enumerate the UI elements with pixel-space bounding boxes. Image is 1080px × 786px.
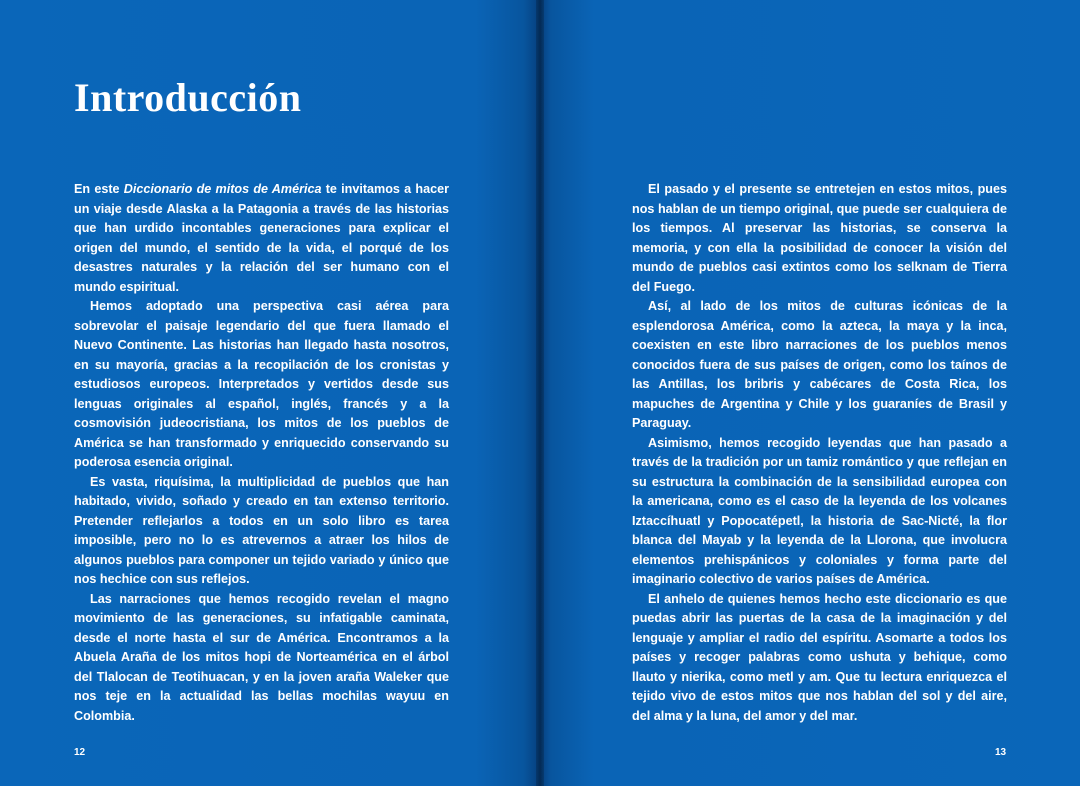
left-paragraph-3: Es vasta, riquísima, la multiplicidad de pueblos que han habitado, vivido, soñado y creado en tan extenso territorio. Pretender reflejarlos a todos en un solo libro es tarea imposible, pero no lo es atrevernos a atraer los hilos de algunos pueblos para componer un tejido variado y único que nos hechice con sus reflejos. [74,474,449,586]
right-text-column [632,180,1007,726]
left-paragraph-2: Hemos adoptado una perspectiva casi aérea para sobrevolar el paisaje legendario del que fuera llamado el Nuevo Continente. Las historias han llegado hasta nosotros, en su mayoría, gracias a la recopilación de los cronistas y estudiosos europeos. Interpretados y vertidos desde sus lenguas originales al español, inglés, francés y a la cosmovisión judeocristiana, los mitos de los pueblos de América se han transformado y enriquecido conservando su poderosa esencia original. [74,299,449,469]
left-paragraph-1-intro: En este [74,182,124,196]
left-page-number: 12 [74,747,86,758]
left-paragraph-4: Las narraciones que hemos recogido revelan el magno movimiento de las generaciones, su infatigable caminata, desde el norte hasta el sur de América. Encontramos a la Abuela Araña de los mitos hopi de Norteamérica en el árbol del Tlalocan de Teotihuacan, y en la joven araña Waleker que nos teje en la actualidad las bellas mochilas wayuu en Colombia. [74,591,449,723]
right-paragraph-1: El pasado y el presente se entretejen en estos mitos, pues nos hablan de un tiempo original, que puede ser cualquiera de los tiempos. Al preservar las historias, se conserva la memoria, y con ella la posibilidad de conocer la visión del mundo de pueblos casi extintos como los selknam de Tierra del Fuego. [632,182,1007,294]
book-title-italic: Diccionario de mitos de América [123,182,322,196]
right-paragraph-2: Así, al lado de los mitos de culturas icónicas de la esplendorosa América, como la azteca, la maya y la inca, coexisten en este libro narraciones de los pueblos menos conocidos fuera de sus países de origen, como los taínos de las Antillas, los bribris y cabécares de Costa Rica, los mapuches de Argentina y Chile y los guaraníes de Brasil y Paraguay. [632,299,1007,430]
left-paragraph-1-body: te invitamos a hacer un viaje desde Alaska a la Patagonia a través de las historias que han urdido incontables generaciones para explicar el origen del mundo, el sentido de la vida, el porqué de los desastres naturales y la relación del ser humano con el mundo espiritual. [74,182,449,294]
book-gutter [536,0,544,786]
chapter-title: Introducción [74,75,302,120]
right-paragraph-4: El anhelo de quienes hemos hecho este diccionario es que puedas abrir las puertas de la casa de la imaginación y del lenguaje y ampliar el radio del espíritu. Asomarte a todos los países y recoger palabras como ushuta y behique, como llauto y nierika, como metl y am. Que tu lectura enriquezca el tejido vivo de estos mitos que nos hablan del sol y del aire, del alma y la luna, del amor y del mar. [632,591,1007,723]
right-paragraph-3: Asimismo, hemos recogido leyendas que han pasado a través de la tradición por un tamiz romántico y que reflejan en su estructura la combinación de la sensibilidad europea con la americana, como es el caso de la leyenda de los volcanes Iztaccíhuatl y Popocatépetl, la historia de Sac-Nicté, la flor blanca del Mayab y la leyenda de la Llorona, que involucra elementos prehispánicos y coloniales y forma parte del imaginario colectivo de varios países de América. [632,435,1007,586]
right-page [540,0,1080,786]
left-paragraph-1 [74,180,449,297]
right-page-number: 13 [995,747,1007,758]
left-text-column [74,180,449,726]
